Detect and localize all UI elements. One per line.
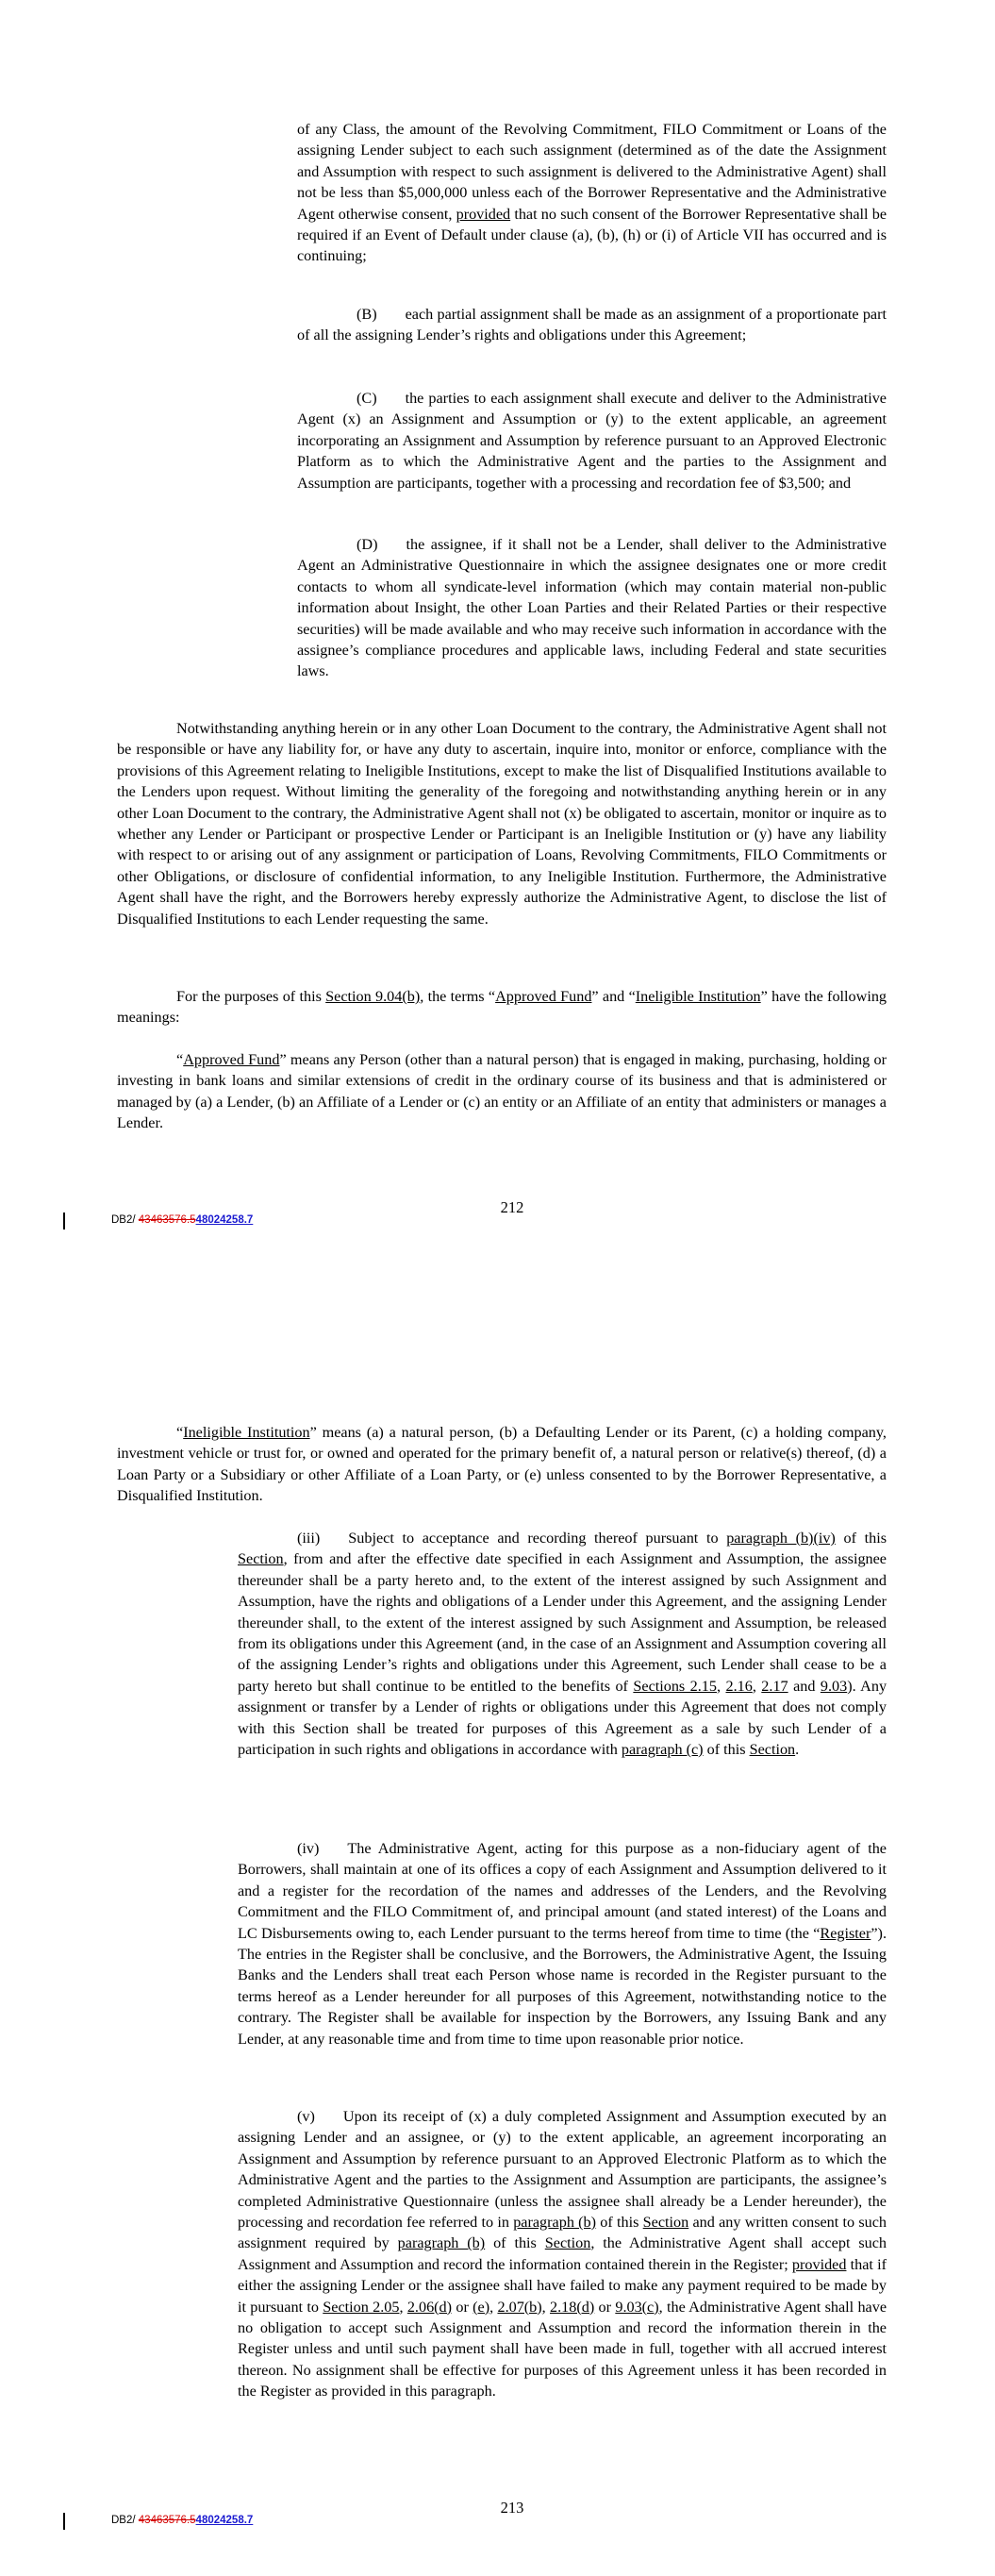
page-number: 213 [500,2499,524,2517]
footer-doc-id: DB2/ 43463576.548024258.7 [111,2515,254,2526]
section-904b-ref: Section 9.04(b) [325,988,421,1005]
clause-iv: (iv) The Administrative Agent, acting for this purpose as a non-fiduciary agent of the Borrowers, shall maintain at one of its offices a copy of each Assignment and Assumption delivered to it and a register for the recordation of the names and addresses of the Lenders, and the Revolving Commitment and the FILO Commitment of, and principal amount (and stated interest) of the Loans and LC Disbursements owing to, each Lender pursuant to the terms hereof from time to time (the “Register”). The entries in the Register shall be conclusive, and the Borrowers, the Administrative Agent, the Issuing Banks and the Lenders shall treat each Person whose name is recorded in the Register pursuant to the terms hereof as a Lender hereunder for all purposes of this Agreement, notwithstanding notice to the contrary. The Register shall be available for inspection by the Borrowers, any Issuing Bank and any Lender, at any reasonable time and from time to time upon reasonable prior notice. [238,1840,887,2048]
section-ref: Section [642,2214,689,2232]
ineligible-institution-definition-term: Ineligible Institution [183,1424,310,1441]
section-206d-ref: 2.06(d) [406,2298,453,2316]
footer-doc-id: DB2/ 43463576.548024258.7 [111,1214,254,1226]
section-217-ref: 2.17 [761,1677,788,1695]
section-215-ref: Sections 2.15 [633,1677,717,1695]
paragraph-clause-a-continued: of any Class, the amount of the Revolving Commitment, FILO Commitment or Loans of the assigning Lender subject to each such assignment (determined as of the date the Assignment and Assumption with respect to such assignment is delivered to the Administrative Agent) shall not be less than $5,000,000 unless each of the Borrower Representative and the Administrative Agent otherwise consent, provided that no such consent of the Borrower Representative shall be required if an Event of Default under clause (a), (b), (h) or (i) of Article VII has occurred and is continuing; [297,121,887,265]
purposes-paragraph: For the purposes of this Section 9.04(b), the terms “Approved Fund” and “Ineligible Institution” have the following meanings: [117,988,887,1027]
ineligible-institution-definition: “Ineligible Institution” means (a) a natural person, (b) a Defaulting Lender or its Parent, (c) a holding company, investment vehicle or trust for, or owned and operated for the primary benefit of, a natural person or relative(s) thereof, (d) a Loan Party or a Subsidiary or other Affiliate of a Loan Party, or (e) unless consented to by the Borrower Representative, a Disqualified Institution. [117,1424,887,1505]
clause-iv-label: (iv) [297,1840,320,1857]
notwithstanding-paragraph: Notwithstanding anything herein or in any other Loan Document to the contrary, the Administrative Agent shall not be responsible or have any liability for, or have any duty to ascertain, inquire into, monitor or enforce, compliance with the provisions of this Agreement relating to Ineligible Institutions, except to make the list of Disqualified Institutions available to the Lenders upon request. Without limiting the generality of the foregoing and notwithstanding anything herein or in any other Loan Document to the contrary, the Administrative Agent shall not (x) be obligated to ascertain, monitor or inquire as to whether any Lender or Participant or prospective Lender or Participant is an Ineligible Institution or (y) have any liability with respect to or arising out of any assignment or participation of Loans, Revolving Commitments, FILO Commitments or other Obligations, or disclosure of confidential information, to any Ineligible Institution. Furthermore, the Administrative Agent shall have the right, and the Borrowers hereby expressly authorize the Administrative Agent, to disclose the list of Disqualified Institutions to each Lender requesting the same. [117,720,887,928]
clause-d-label: (D) [357,536,378,553]
section-205-ref: Section 2.05 [323,2298,400,2316]
clause-iii-label: (iii) [297,1530,321,1547]
paragraph-b-ref: paragraph (b) [397,2234,486,2252]
approved-fund-term: Approved Fund [495,988,592,1005]
provided-term: provided [456,205,511,223]
paragraph-c-ref: paragraph (c) [621,1741,704,1759]
clause-iii: (iii) Subject to acceptance and recording thereof pursuant to paragraph (b)(iv) of this Section, from and after the effective date specified in each Assignment and Assumption, the assignee thereunder shall be a party hereto and, to the extent of the interest assigned by such Assignment and Assumption, have the rights and obligations of a Lender under this Agreement, and the assigning Lender thereunder shall, to the extent of the interest assigned by such Assignment and Assumption, be released from its obligations under this Agreement (and, in the case of an Assignment and Assumption covering all of the assigning Lender’s rights and obligations under this Agreement, such Lender shall cease to be a party hereto but shall continue to be entitled to the benefits of Sections 2.15, 2.16, 2.17 and 9.03). Any assignment or transfer by a Lender of rights or obligations under this Agreement that does not comply with this Section shall be treated for purposes of this Agreement as a sale by such Lender of a participation in such rights and obligations in accordance with paragraph (c) of this Section. [238,1530,887,1759]
ineligible-institution-term: Ineligible Institution [635,988,761,1005]
provided-term: provided [791,2255,847,2273]
section-903c-ref: 9.03(c) [615,2298,659,2316]
section-207b-ref: 2.07(b) [497,2298,542,2316]
change-bar [63,2513,65,2530]
section-ref: Section [238,1550,284,1568]
footer-new-id: 48024258.7 [195,1214,254,1226]
approved-fund-definition: “Approved Fund” means any Person (other than a natural person) that is engaged in making, purchasing, holding or investing in bank loans and similar extensions of credit in the ordinary course of its business and that is administered or managed by (a) a Lender, (b) an Affiliate of a Lender or (c) an entity or an Affiliate of an entity that administers or manages a Lender. [117,1051,887,1132]
clause-d: (D) the assignee, if it shall not be a Lender, shall deliver to the Administrative Agent an Administrative Questionnaire in which the assignee designates one or more credit contacts to whom all syndicate-level information (which may contain material non-public information about Insight, the other Loan Parties and their Related Parties or their respective securities) will be made available and who may receive such information in accordance with the assignee’s compliance procedures and applicable laws, including Federal and state securities laws. [297,536,887,680]
section-903-ref: 9.03 [820,1677,848,1695]
footer-new-id: 48024258.7 [195,2515,254,2526]
clause-c-label: (C) [357,390,377,407]
clause-b-label: (B) [357,306,377,323]
clause-b: (B) each partial assignment shall be made as an assignment of a proportionate part of all the assigning Lender’s rights and obligations under this Agreement; [297,306,887,344]
page-number: 212 [500,1198,524,1216]
approved-fund-definition-term: Approved Fund [183,1051,280,1068]
footer-old-id: 43463576.5 [138,1214,196,1226]
section-218d-ref: 2.18(d) [550,2298,595,2316]
change-bar [63,1213,65,1229]
clause-v: (v) Upon its receipt of (x) a duly completed Assignment and Assumption executed by an assigning Lender and an assignee, or (y) to the extent applicable, an agreement incorporating an Assignment and Assumption by reference pursuant to an Approved Electronic Platform as to which the Administrative Agent and the parties to the Assignment and Assumption are participants, the assignee’s completed Administrative Questionnaire (unless the assignee shall already be a Lender hereunder), the processing and recordation fee referred to in paragraph (b) of this Section and any written consent to such assignment required by paragraph (b) of this Section, the Administrative Agent shall accept such Assignment and Assumption and record the information contained therein in the Register; provided that if either the assigning Lender or the assignee shall have failed to make any payment required to be made by it pursuant to Section 2.05, 2.06(d) or (e), 2.07(b), 2.18(d) or 9.03(c), the Administrative Agent shall have no obligation to accept such Assignment and Assumption and record the information therein in the Register unless and until such payment shall have been made in full, together with all accrued interest thereon. No assignment shall be effective for purposes of this Agreement unless it has been recorded in the Register as provided in this paragraph. [238,2108,887,2400]
paragraph-biv-ref: paragraph (b)(iv) [726,1530,836,1547]
clause-v-label: (v) [297,2108,315,2125]
clause-e-ref: (e) [473,2298,490,2316]
footer-old-id: 43463576.5 [138,2515,196,2526]
clause-c: (C) the parties to each assignment shall execute and deliver to the Administrative Agent (x) an Assignment and Assumption or (y) to the extent applicable, an agreement incorporating an Assignment and Assumption by reference pursuant to an Approved Electronic Platform as to which the Administrative Agent and the parties to the Assignment and Assumption are participants, together with a processing and recordation fee of $3,500; and [297,390,887,492]
section-ref: Section [749,1741,796,1759]
section-216-ref: 2.16 [725,1677,753,1695]
register-term: Register [820,1924,871,1942]
section-ref: Section [544,2234,591,2252]
paragraph-b-ref: paragraph (b) [513,2214,597,2232]
